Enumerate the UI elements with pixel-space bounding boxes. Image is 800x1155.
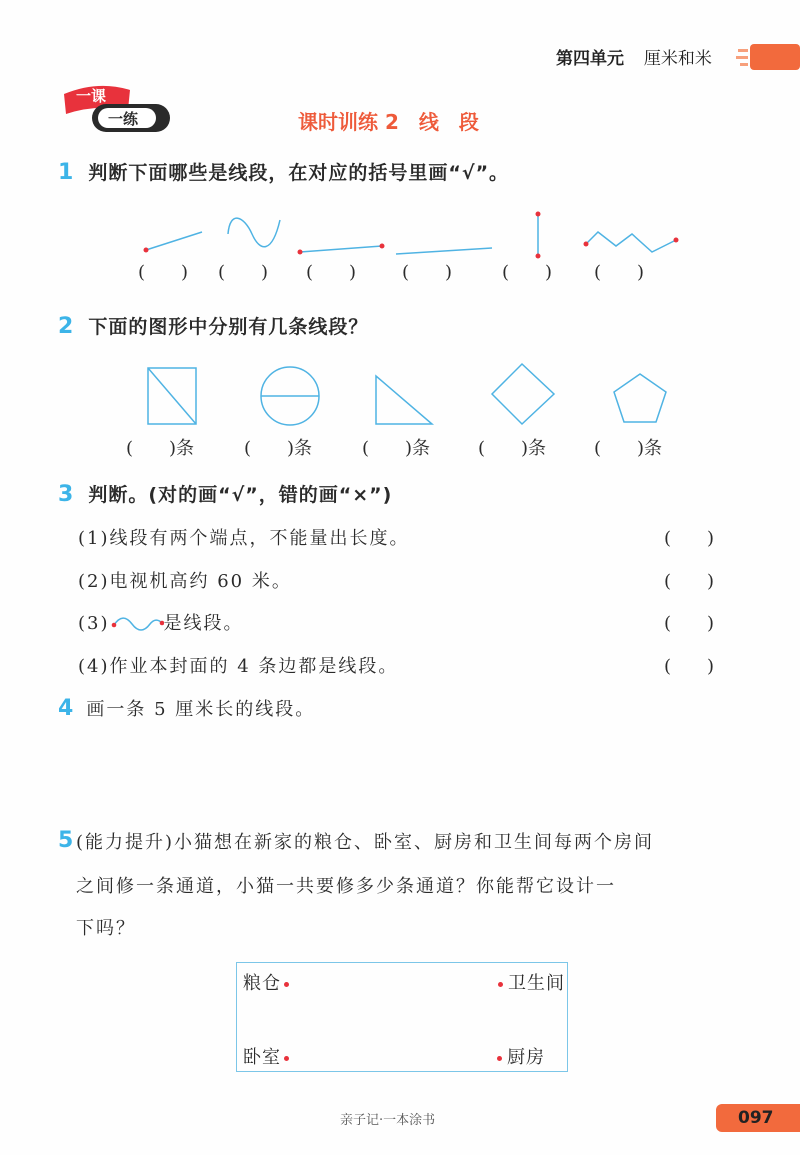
item-text: 作业本封面的 4 条边都是线段。	[109, 656, 399, 677]
room-kitchen[interactable]	[497, 1043, 545, 1069]
unit-label: 条	[528, 438, 547, 459]
answer-blank[interactable]: ( )	[478, 438, 529, 459]
question-text: 画一条 5 厘米长的线段。	[86, 699, 316, 720]
q1-figure-segment	[298, 244, 385, 255]
q3-item-3	[78, 609, 244, 635]
answer-blank[interactable]: ( )	[362, 438, 413, 459]
diamond-shape	[492, 364, 554, 424]
item-text: 线段有两个端点，不能量出长度。	[109, 528, 410, 549]
q2-answer-3[interactable]	[362, 434, 430, 460]
q1-figure-ray	[144, 232, 203, 253]
unit-label: 条	[644, 438, 663, 459]
unit-label: 条	[176, 438, 195, 459]
answer-blank[interactable]: ( )	[244, 438, 295, 459]
question-line-1: (能力提升)小猫想在新家的粮仓、卧室、厨房和卫生间每两个房间	[76, 832, 655, 853]
room-point[interactable]	[284, 1056, 289, 1061]
right-triangle-shape	[376, 376, 432, 424]
logo-bottom-text: 一练	[108, 110, 139, 128]
q1-figures	[130, 200, 690, 262]
item-label: (2)	[78, 571, 110, 592]
room-point[interactable]	[497, 1056, 502, 1061]
q1-figure-curve	[228, 218, 280, 247]
q1-figure-line	[396, 248, 492, 254]
unit-label: 条	[412, 438, 431, 459]
answer-blank[interactable]: ( )	[594, 438, 645, 459]
square-with-diagonal-shape	[148, 368, 196, 424]
room-point[interactable]	[498, 982, 503, 987]
q3-item-1	[78, 524, 410, 550]
question-text: 判断下面哪些是线段，在对应的括号里画“√”。	[88, 162, 510, 184]
unit-label: 第四单元	[556, 49, 624, 69]
question-number: 1	[58, 160, 74, 185]
room-label: 卫生间	[508, 973, 565, 994]
q1-answer-blank-6[interactable]: ( )	[594, 262, 645, 283]
item-text: 电视机高约 60 米。	[109, 571, 292, 592]
pentagon-shape	[614, 374, 666, 422]
q3-answer-blank-3[interactable]: ( )	[664, 613, 715, 634]
question-number: 4	[58, 696, 74, 721]
question-3	[58, 480, 392, 507]
q2-shapes	[130, 360, 690, 432]
room-bedroom[interactable]	[243, 1043, 289, 1069]
question-number: 3	[58, 482, 74, 507]
item-label: (3)	[78, 613, 110, 634]
q2-answer-5[interactable]	[594, 434, 662, 460]
wavy-segment-figure	[110, 614, 164, 632]
question-line-3: 下吗？	[76, 918, 136, 939]
question-4	[58, 695, 315, 721]
q1-answer-blank-2[interactable]: ( )	[218, 262, 269, 283]
q1-answer-blank-1[interactable]: ( )	[138, 262, 189, 283]
q2-answer-2[interactable]	[244, 434, 312, 460]
answer-blank[interactable]: ( )	[126, 438, 177, 459]
footer-slogan: 亲子记·一本涂书	[340, 1113, 436, 1128]
room-bathroom[interactable]	[498, 969, 565, 995]
question-number: 5	[58, 828, 74, 853]
unit-header	[556, 44, 712, 69]
q2-answer-4[interactable]	[478, 434, 546, 460]
q3-answer-blank-4[interactable]: ( )	[664, 656, 715, 677]
item-text: 是线段。	[163, 613, 244, 634]
q2-answer-1[interactable]	[126, 434, 194, 460]
item-label: (4)	[78, 656, 110, 677]
header-tab-decoration	[736, 40, 800, 74]
question-number: 2	[58, 314, 74, 339]
room-label: 卧室	[243, 1047, 281, 1068]
question-2	[58, 312, 368, 339]
question-text: 判断。(对的画“√”，错的画“×”)	[88, 484, 393, 506]
q1-figure-zigzag	[584, 232, 679, 252]
q3-answer-blank-2[interactable]: ( )	[664, 571, 715, 592]
room-point[interactable]	[284, 982, 289, 987]
room-map-box[interactable]	[236, 962, 568, 1072]
question-text: 下面的图形中分别有几条线段？	[88, 316, 369, 338]
q1-answer-blank-3[interactable]: ( )	[306, 262, 357, 283]
q1-figure-vertical-segment	[536, 212, 541, 259]
q3-item-2	[78, 567, 292, 593]
lesson-logo	[58, 80, 176, 136]
circle-with-diameter-shape	[261, 367, 319, 425]
q1-answer-blank-5[interactable]: ( )	[502, 262, 553, 283]
question-line-2: 之间修一条通道，小猫一共要修多少条通道？你能帮它设计一	[76, 876, 616, 897]
q3-answer-blank-1[interactable]: ( )	[664, 528, 715, 549]
room-label: 粮仓	[243, 973, 281, 994]
item-label: (1)	[78, 528, 110, 549]
q1-answer-blank-4[interactable]: ( )	[402, 262, 453, 283]
room-label: 厨房	[507, 1047, 545, 1068]
q3-item-4	[78, 652, 398, 678]
q4-drawing-area[interactable]	[78, 730, 728, 820]
lesson-title: 课时训练 2 线 段	[298, 110, 479, 134]
unit-label: 条	[294, 438, 313, 459]
unit-title: 厘米和米	[643, 49, 712, 69]
logo-top-text: 一课	[76, 87, 107, 105]
page-number: 097	[738, 1108, 774, 1128]
room-granary[interactable]	[243, 969, 289, 995]
question-1	[58, 158, 509, 185]
